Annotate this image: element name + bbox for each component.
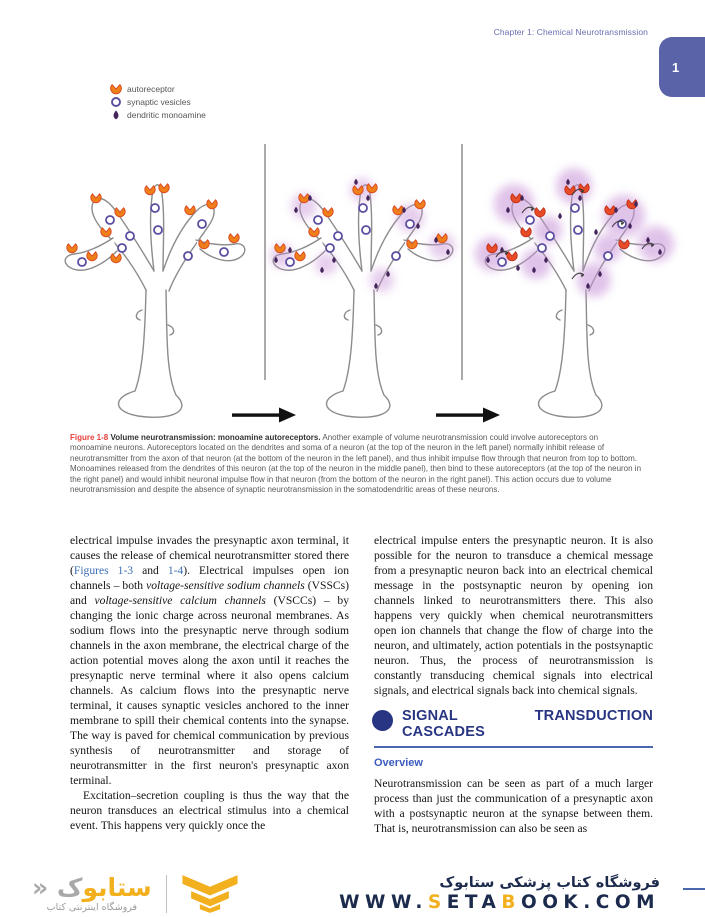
footer-store-title: فروشگاه کتاب پزشکی ستابوک [439, 875, 660, 891]
chapter-header-label: Chapter 1: Chemical Neurotransmission [493, 27, 648, 37]
setabook-chevron-icon [181, 875, 239, 913]
panel-arrow-icon [232, 408, 296, 423]
figure-caption-body: Another example of volume neurotransmission could involve autoreceptors on monoamine neurons. Autoreceptors located on the dendrites and soma of a neuron (at the top of the neuron in the left panel) normally inhibit release of neurotransmitter from the axon of that neuron (at the bottom of the neuron in the left panel), and thus inhibit impulse flow through that neuron from top to bottom. Monoamines released from the dendrites of this neuron (at the top of the neuron in the middle panel), then bind to these autoreceptors (at the top of the neuron in the right panel) and would inhibit neuronal impulse flow in that neuron (from the bottom of the neuron in the right panel). This action occurs due to volume neurotransmission and despite the absence of synaptic neurotransmission in the somatodendritic areas of these neurons. [70, 433, 642, 495]
synaptic-vesicle-icon [110, 96, 122, 108]
section-rule [374, 746, 653, 748]
setabook-logo-wordmark [32, 875, 152, 913]
figure-caption-label: Figure 1-8 [70, 433, 109, 442]
volume-neurotransmission-figure [0, 132, 705, 432]
body-paragraph: Excitation–secretion coupling is thus the way that the neuron transduces an electrical stimulus into a chemical event. This happens very quickly once the [70, 789, 349, 832]
legend-label: dendritic monoamine [127, 109, 206, 120]
legend-label: autoreceptor [127, 83, 175, 94]
figure-caption [70, 433, 642, 495]
page-number: 1 [672, 59, 680, 75]
setabook-wordmark-text: ستابوک « [32, 873, 152, 902]
legend-item [110, 108, 206, 121]
section-bullet-icon [372, 710, 393, 731]
figure-caption-title: Volume neurotransmission: monoamine autoreceptors. [110, 433, 321, 442]
footer-accent-line [683, 888, 705, 890]
legend-label: synaptic vesicles [127, 96, 191, 107]
neuron-panel-right [475, 168, 674, 417]
page-number-tab [659, 37, 705, 97]
figure-legend [110, 82, 206, 121]
section-heading: SIGNAL TRANSDUCTION CASCADES [402, 708, 653, 740]
right-column [374, 533, 653, 836]
setabook-logo-tagline: فروشگاه اینترنتی کتاب [46, 902, 138, 913]
footer-website-url[interactable]: WWW.SETABOOK.COM [339, 892, 660, 913]
body-paragraph: electrical impulse enters the presynaptic neuron. It is also possible for the neuron to transduce a chemical message from a presynaptic neuron back into an electrical chemical message in the postsynaptic neuron by opening ion channels linked to neurotransmitters there. This also happens very quickly when chemical neurotransmitters open ion channels that change the flow of charge into the neuron, and ultimately, action potentials in the postsynaptic neuron. Thus, the process of neurotransmission is constantly transducing chemical signals into electrical signals, and electrical signals back into chemical signals. [374, 534, 653, 697]
panel-arrow-icon [436, 408, 500, 423]
neuron-panel-middle [270, 178, 455, 417]
dendritic-monoamine-icon [110, 109, 122, 121]
legend-item [110, 95, 206, 108]
body-paragraph: Neurotransmission can be seen as part of a much larger process than just the communication of a presynaptic axon with a postsynaptic neuron at the synapse between them. That is, neurotransmission can also be seen as [374, 777, 653, 835]
overview-heading: Overview [374, 757, 423, 769]
left-column [70, 533, 349, 833]
setabook-logo [32, 875, 239, 913]
section-heading-block [374, 708, 653, 740]
logo-divider [166, 875, 167, 913]
neuron-panel-left [65, 184, 245, 417]
footer-watermark-bar [0, 865, 705, 917]
legend-item [110, 82, 206, 95]
footer-text-block [339, 874, 660, 914]
autoreceptor-icon [110, 83, 122, 95]
body-paragraph: electrical impulse invades the presynaptic axon terminal, it causes the release of chemical neurotransmitter stored there (Figures 1-3 and 1-4). Electrical impulses open ion channels – both voltage-sensitive sodium channels (VSSCs) and voltage-sensitive calcium channels (VSCCs) – by changing the ionic charge across neuronal membranes. As sodium flows into the presynaptic nerve through sodium channels in the axon membrane, the electrical charge of the action potential moves along the axon until it reaches the presynaptic nerve terminal where it also opens calcium channels. As calcium flows into the presynaptic nerve terminal, it causes synaptic vesicles anchored to the inner membrane to spill their chemical contents into the synapse. The way is paved for chemical communication by previous synthesis of neurotransmitter and storage of neurotransmitter in the first neuron's presynaptic axon terminal. [70, 534, 349, 787]
